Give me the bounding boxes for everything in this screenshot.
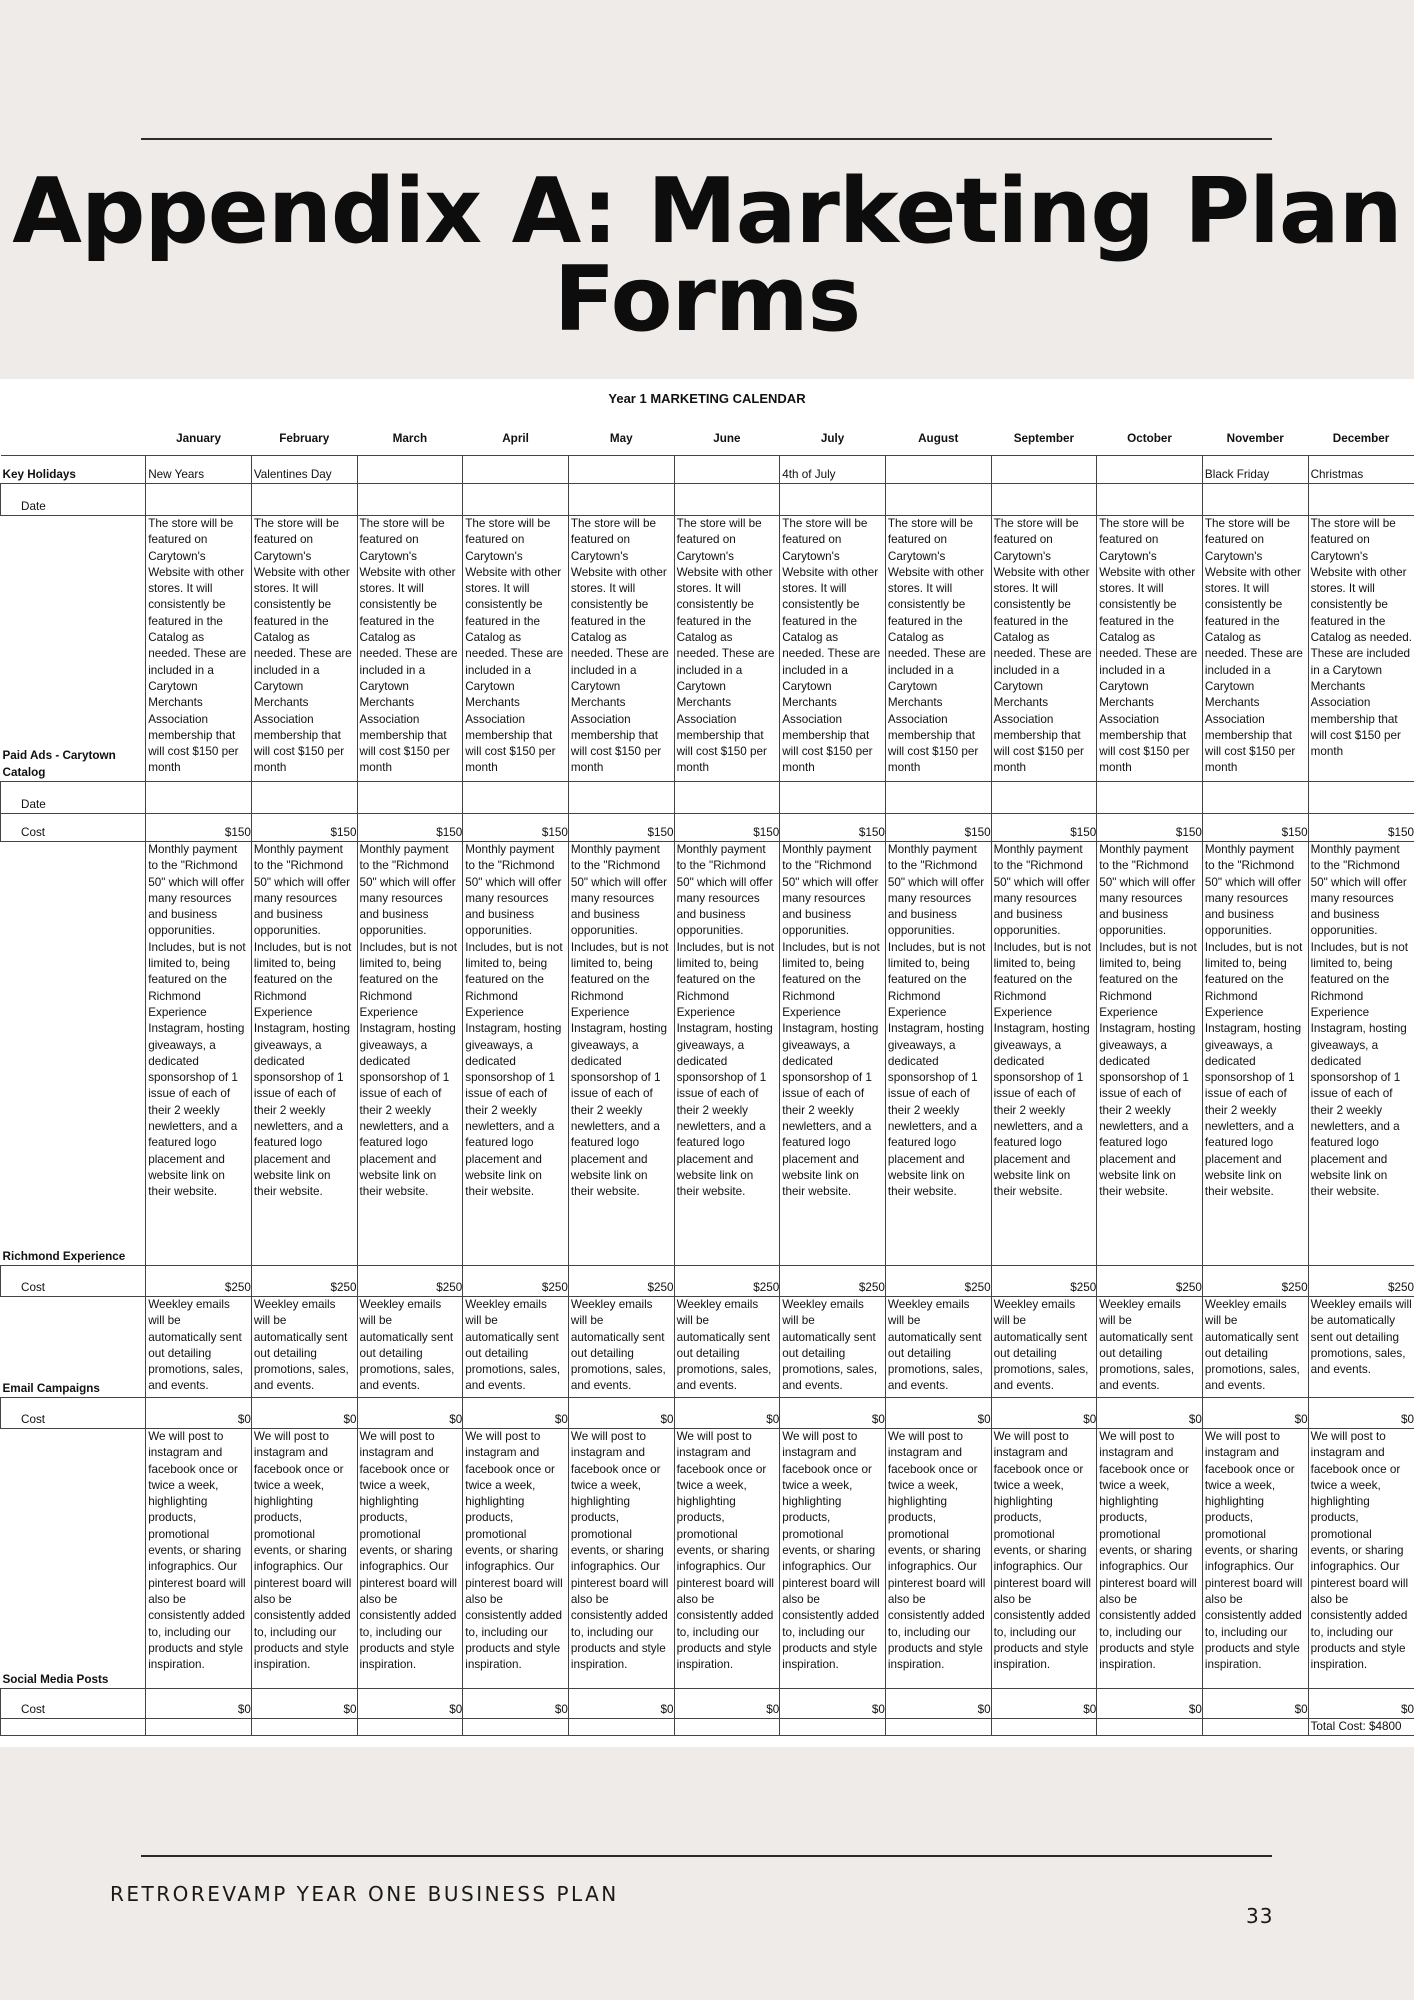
date-cell: [780, 484, 886, 516]
date-cell: [1097, 484, 1203, 516]
description-cell: Weekley emails will be automatically sent out detailing promotions, sales, and events.: [146, 1297, 252, 1398]
page-number: 33: [1246, 1904, 1274, 1928]
cost-cell: $250: [885, 1266, 991, 1297]
cost-cell: $250: [146, 1266, 252, 1297]
cost-cell: $0: [251, 1689, 357, 1719]
cost-cell: $0: [357, 1398, 463, 1429]
date-cell: [1308, 484, 1414, 516]
date-cell: [568, 782, 674, 814]
description-cell: The store will be featured on Carytown's Website with other stores. It will consistently be featured in the Catalog as needed. These are included in a Carytown Merchants Association membership that will cost $150 per month: [463, 516, 569, 782]
key-holidays-row: [1, 456, 1414, 484]
cost-row: [1, 1266, 1414, 1297]
holiday-cell: [885, 456, 991, 484]
month-header: June: [713, 431, 741, 445]
description-cell: Monthly payment to the "Richmond 50" which will offer many resources and business opporunities. Includes, but is not limited to, being featured on the Richmond Experience Instagram, hosting giveaways, a dedicated sponsorshop of 1 issue of each of their 2 weekly newletters, and a featured logo placement and website link on their website.: [463, 842, 569, 1266]
cost-cell: $0: [991, 1398, 1097, 1429]
cost-row: [1, 1398, 1414, 1429]
paid-ads-row: [1, 516, 1414, 782]
cost-cell: $150: [568, 814, 674, 842]
description-cell: Monthly payment to the "Richmond 50" which will offer many resources and business opporunities. Includes, but is not limited to, being featured on the Richmond Experience Instagram, hosting giveaways, a dedicated sponsorshop of 1 issue of each of their 2 weekly newletters, and a featured logo placement and website link on their website.: [146, 842, 252, 1266]
holiday-cell: [991, 456, 1097, 484]
description-cell: Monthly payment to the "Richmond 50" which will offer many resources and business opporunities. Includes, but is not limited to, being featured on the Richmond Experience Instagram, hosting giveaways, a dedicated sponsorshop of 1 issue of each of their 2 weekly newletters, and a featured logo placement and website link on their website.: [991, 842, 1097, 1266]
row-label: [1, 1719, 146, 1736]
month-header: December: [1332, 431, 1390, 445]
cost-cell: $0: [1308, 1398, 1414, 1429]
description-cell: Monthly payment to the "Richmond 50" which will offer many resources and business opporunities. Includes, but is not limited to, being featured on the Richmond Experience Instagram, hosting giveaways, a dedicated sponsorshop of 1 issue of each of their 2 weekly newletters, and a featured logo placement and website link on their website.: [674, 842, 780, 1266]
footer-title: RETROREVAMP YEAR ONE BUSINESS PLAN: [110, 1882, 619, 1906]
description-cell: Weekley emails will be automatically sent out detailing promotions, sales, and events.: [357, 1297, 463, 1398]
description-cell: Weekley emails will be automatically sent out detailing promotions, sales, and events.: [568, 1297, 674, 1398]
date-cell: [146, 484, 252, 516]
richmond-experience-row: [1, 842, 1414, 1266]
holiday-cell: [357, 456, 463, 484]
total-row: [1, 1719, 1414, 1736]
cost-cell: $0: [463, 1689, 569, 1719]
description-cell: Monthly payment to the "Richmond 50" which will offer many resources and business opporunities. Includes, but is not limited to, being featured on the Richmond Experience Instagram, hosting giveaways, a dedicated sponsorshop of 1 issue of each of their 2 weekly newletters, and a featured logo placement and website link on their website.: [357, 842, 463, 1266]
cost-cell: $150: [674, 814, 780, 842]
calendar-title: Year 1 MARKETING CALENDAR: [608, 391, 806, 406]
cost-cell: $0: [568, 1398, 674, 1429]
date-row: [1, 484, 1414, 516]
date-cell: [1202, 782, 1308, 814]
date-row: [1, 782, 1414, 814]
holiday-cell: Christmas: [1308, 456, 1414, 484]
empty-cell: [357, 1719, 463, 1736]
description-cell: The store will be featured on Carytown's Website with other stores. It will consistently be featured in the Catalog as needed. These are included in a Carytown Merchants Association membership that will cost $150 per month: [674, 516, 780, 782]
row-label: Richmond Experience: [1, 842, 146, 1266]
description-cell: Weekley emails will be automatically sent out detailing promotions, sales, and events.: [991, 1297, 1097, 1398]
date-cell: [146, 782, 252, 814]
description-cell: Monthly payment to the "Richmond 50" which will offer many resources and business opporunities. Includes, but is not limited to, being featured on the Richmond Experience Instagram, hosting giveaways, a dedicated sponsorshop of 1 issue of each of their 2 weekly newletters, and a featured logo placement and website link on their website.: [568, 842, 674, 1266]
cost-row: [1, 814, 1414, 842]
description-cell: Weekley emails will be automatically sent out detailing promotions, sales, and events.: [674, 1297, 780, 1398]
description-cell: We will post to instagram and facebook once or twice a week, highlighting products, promotional events, or sharing infographics. Our pinterest board will also be consistently added to, including our products and style inspiration.: [674, 1429, 780, 1689]
date-cell: [885, 782, 991, 814]
description-cell: We will post to instagram and facebook once or twice a week, highlighting products, promotional events, or sharing infographics. Our pinterest board will also be consistently added to, including our products and style inspiration.: [146, 1429, 252, 1689]
month-header: November: [1226, 431, 1284, 445]
cost-cell: $150: [1308, 814, 1414, 842]
month-header: October: [1127, 431, 1172, 445]
description-cell: The store will be featured on Carytown's Website with other stores. It will consistently be featured in the Catalog as needed. These are included in a Carytown Merchants Association membership that will cost $150 per month: [991, 516, 1097, 782]
date-cell: [885, 484, 991, 516]
cost-cell: $150: [991, 814, 1097, 842]
row-label: Date: [1, 484, 146, 516]
month-header: January: [176, 431, 221, 445]
marketing-calendar-table: [0, 423, 1414, 1736]
row-label: Email Campaigns: [1, 1297, 146, 1398]
description-cell: We will post to instagram and facebook once or twice a week, highlighting products, promotional events, or sharing infographics. Our pinterest board will also be consistently added to, including our products and style inspiration.: [568, 1429, 674, 1689]
month-header: August: [918, 431, 959, 445]
cost-cell: $150: [463, 814, 569, 842]
cost-cell: $150: [780, 814, 886, 842]
description-cell: Weekley emails will be automatically sent out detailing promotions, sales, and events.: [1202, 1297, 1308, 1398]
holiday-cell: 4th of July: [780, 456, 886, 484]
description-cell: Monthly payment to the "Richmond 50" which will offer many resources and business opporunities. Includes, but is not limited to, being featured on the Richmond Experience Instagram, hosting giveaways, a dedicated sponsorshop of 1 issue of each of their 2 weekly newletters, and a featured logo placement and website link on their website.: [1308, 842, 1414, 1266]
cost-cell: $250: [1308, 1266, 1414, 1297]
cost-cell: $150: [1202, 814, 1308, 842]
row-label: Cost: [1, 1398, 146, 1429]
description-cell: The store will be featured on Carytown's Website with other stores. It will consistently be featured in the Catalog as needed. These are included in a Carytown Merchants Association membership that will cost $150 per month: [780, 516, 886, 782]
holiday-cell: [463, 456, 569, 484]
cost-cell: $250: [251, 1266, 357, 1297]
cost-cell: $250: [357, 1266, 463, 1297]
cost-cell: $250: [991, 1266, 1097, 1297]
description-cell: We will post to instagram and facebook once or twice a week, highlighting products, promotional events, or sharing infographics. Our pinterest board will also be consistently added to, including our products and style inspiration.: [357, 1429, 463, 1689]
empty-cell: [674, 1719, 780, 1736]
cost-cell: $150: [251, 814, 357, 842]
cost-cell: $0: [1097, 1689, 1203, 1719]
description-cell: Monthly payment to the "Richmond 50" which will offer many resources and business opporunities. Includes, but is not limited to, being featured on the Richmond Experience Instagram, hosting giveaways, a dedicated sponsorshop of 1 issue of each of their 2 weekly newletters, and a featured logo placement and website link on their website.: [780, 842, 886, 1266]
description-cell: We will post to instagram and facebook once or twice a week, highlighting products, promotional events, or sharing infographics. Our pinterest board will also be consistently added to, including our products and style inspiration.: [251, 1429, 357, 1689]
description-cell: We will post to instagram and facebook once or twice a week, highlighting products, promotional events, or sharing infographics. Our pinterest board will also be consistently added to, including our products and style inspiration.: [780, 1429, 886, 1689]
date-cell: [1308, 782, 1414, 814]
empty-cell: [251, 1719, 357, 1736]
month-header: May: [609, 431, 633, 445]
cost-cell: $250: [568, 1266, 674, 1297]
description-cell: The store will be featured on Carytown's Website with other stores. It will consistently be featured in the Catalog as needed. These are included in a Carytown Merchants Association membership that will cost $150 per month: [1308, 516, 1414, 782]
cost-cell: $150: [885, 814, 991, 842]
date-cell: [674, 484, 780, 516]
description-cell: The store will be featured on Carytown's Website with other stores. It will consistently be featured in the Catalog as needed. These are included in a Carytown Merchants Association membership that will cost $150 per month: [251, 516, 357, 782]
holiday-cell: Black Friday: [1202, 456, 1308, 484]
description-cell: We will post to instagram and facebook once or twice a week, highlighting products, promotional events, or sharing infographics. Our pinterest board will also be consistently added to, including our products and style inspiration.: [1202, 1429, 1308, 1689]
description-cell: Weekley emails will be automatically sent out detailing promotions, sales, and events.: [463, 1297, 569, 1398]
description-cell: We will post to instagram and facebook once or twice a week, highlighting products, promotional events, or sharing infographics. Our pinterest board will also be consistently added to, including our products and style inspiration.: [885, 1429, 991, 1689]
description-cell: We will post to instagram and facebook once or twice a week, highlighting products, promotional events, or sharing infographics. Our pinterest board will also be consistently added to, including our products and style inspiration.: [1097, 1429, 1203, 1689]
date-cell: [357, 782, 463, 814]
holiday-cell: [568, 456, 674, 484]
cost-cell: $150: [1097, 814, 1203, 842]
description-cell: The store will be featured on Carytown's Website with other stores. It will consistently be featured in the Catalog as needed. These are included in a Carytown Merchants Association membership that will cost $150 per month: [357, 516, 463, 782]
cost-cell: $0: [146, 1398, 252, 1429]
date-cell: [251, 782, 357, 814]
description-cell: The store will be featured on Carytown's Website with other stores. It will consistently be featured in the Catalog as needed. These are included in a Carytown Merchants Association membership that will cost $150 per month: [1097, 516, 1203, 782]
cost-cell: $0: [885, 1689, 991, 1719]
cost-cell: $0: [885, 1398, 991, 1429]
description-cell: The store will be featured on Carytown's Website with other stores. It will consistently be featured in the Catalog as needed. These are included in a Carytown Merchants Association membership that will cost $150 per month: [885, 516, 991, 782]
empty-cell: [1202, 1719, 1308, 1736]
cost-cell: $250: [780, 1266, 886, 1297]
marketing-calendar-sheet: [0, 379, 1414, 1747]
date-cell: [251, 484, 357, 516]
cost-cell: $0: [674, 1398, 780, 1429]
cost-cell: $250: [1202, 1266, 1308, 1297]
month-header: February: [279, 431, 330, 445]
date-cell: [991, 484, 1097, 516]
cost-row: [1, 1689, 1414, 1719]
description-cell: Weekley emails will be automatically sent out detailing promotions, sales, and events.: [1308, 1297, 1414, 1398]
empty-cell: [568, 1719, 674, 1736]
cost-cell: $250: [463, 1266, 569, 1297]
row-label: Paid Ads - Carytown Catalog: [1, 516, 146, 782]
row-label: Social Media Posts: [1, 1429, 146, 1689]
date-cell: [463, 484, 569, 516]
date-cell: [674, 782, 780, 814]
description-cell: Monthly payment to the "Richmond 50" which will offer many resources and business opporunities. Includes, but is not limited to, being featured on the Richmond Experience Instagram, hosting giveaways, a dedicated sponsorshop of 1 issue of each of their 2 weekly newletters, and a featured logo placement and website link on their website.: [1097, 842, 1203, 1266]
empty-cell: [991, 1719, 1097, 1736]
description-cell: We will post to instagram and facebook once or twice a week, highlighting products, promotional events, or sharing infographics. Our pinterest board will also be consistently added to, including our products and style inspiration.: [463, 1429, 569, 1689]
cost-cell: $0: [674, 1689, 780, 1719]
cost-cell: $0: [146, 1689, 252, 1719]
description-cell: The store will be featured on Carytown's Website with other stores. It will consistently be featured in the Catalog as needed. These are included in a Carytown Merchants Association membership that will cost $150 per month: [146, 516, 252, 782]
description-cell: The store will be featured on Carytown's Website with other stores. It will consistently be featured in the Catalog as needed. These are included in a Carytown Merchants Association membership that will cost $150 per month: [568, 516, 674, 782]
holiday-cell: [674, 456, 780, 484]
corner-cell: [1, 423, 146, 456]
row-label: Cost: [1, 814, 146, 842]
cost-cell: $0: [1202, 1398, 1308, 1429]
empty-cell: [885, 1719, 991, 1736]
empty-cell: [463, 1719, 569, 1736]
cost-cell: $0: [991, 1689, 1097, 1719]
description-cell: Weekley emails will be automatically sent out detailing promotions, sales, and events.: [780, 1297, 886, 1398]
row-label: Cost: [1, 1266, 146, 1297]
page-title: Appendix A: Marketing Plan Forms: [12, 159, 1402, 352]
bottom-rule: [141, 1855, 1272, 1857]
description-cell: Weekley emails will be automatically sent out detailing promotions, sales, and events.: [1097, 1297, 1203, 1398]
holiday-cell: Valentines Day: [251, 456, 357, 484]
description-cell: Weekley emails will be automatically sent out detailing promotions, sales, and events.: [251, 1297, 357, 1398]
month-header: September: [1013, 431, 1075, 445]
total-cost: Total Cost: $4800: [1308, 1719, 1414, 1736]
description-cell: Monthly payment to the "Richmond 50" which will offer many resources and business opporunities. Includes, but is not limited to, being featured on the Richmond Experience Instagram, hosting giveaways, a dedicated sponsorshop of 1 issue of each of their 2 weekly newletters, and a featured logo placement and website link on their website.: [251, 842, 357, 1266]
date-cell: [568, 484, 674, 516]
top-rule: [141, 138, 1272, 140]
cost-cell: $0: [568, 1689, 674, 1719]
description-cell: We will post to instagram and facebook once or twice a week, highlighting products, promotional events, or sharing infographics. Our pinterest board will also be consistently added to, including our products and style inspiration.: [991, 1429, 1097, 1689]
cost-cell: $0: [357, 1689, 463, 1719]
row-label: Date: [1, 782, 146, 814]
month-header: March: [392, 431, 428, 445]
cost-cell: $250: [1097, 1266, 1203, 1297]
date-cell: [1097, 782, 1203, 814]
cost-cell: $150: [357, 814, 463, 842]
date-cell: [463, 782, 569, 814]
row-label: Key Holidays: [1, 456, 146, 484]
holiday-cell: [1097, 456, 1203, 484]
month-header-row: [1, 423, 1414, 456]
cost-cell: $0: [780, 1689, 886, 1719]
empty-cell: [1097, 1719, 1203, 1736]
date-cell: [357, 484, 463, 516]
cost-cell: $0: [1202, 1689, 1308, 1719]
holiday-cell: New Years: [146, 456, 252, 484]
cost-cell: $150: [146, 814, 252, 842]
email-campaigns-row: [1, 1297, 1414, 1398]
description-cell: Weekley emails will be automatically sent out detailing promotions, sales, and events.: [885, 1297, 991, 1398]
cost-cell: $0: [251, 1398, 357, 1429]
cost-cell: $0: [1308, 1689, 1414, 1719]
month-header: April: [502, 431, 529, 445]
cost-cell: $0: [780, 1398, 886, 1429]
month-header: July: [820, 431, 845, 445]
cost-cell: $250: [674, 1266, 780, 1297]
description-cell: The store will be featured on Carytown's Website with other stores. It will consistently be featured in the Catalog as needed. These are included in a Carytown Merchants Association membership that will cost $150 per month: [1202, 516, 1308, 782]
social-media-row: [1, 1429, 1414, 1689]
row-label: Cost: [1, 1689, 146, 1719]
date-cell: [1202, 484, 1308, 516]
cost-cell: $0: [463, 1398, 569, 1429]
description-cell: Monthly payment to the "Richmond 50" which will offer many resources and business opporunities. Includes, but is not limited to, being featured on the Richmond Experience Instagram, hosting giveaways, a dedicated sponsorshop of 1 issue of each of their 2 weekly newletters, and a featured logo placement and website link on their website.: [1202, 842, 1308, 1266]
date-cell: [780, 782, 886, 814]
date-cell: [991, 782, 1097, 814]
description-cell: We will post to instagram and facebook once or twice a week, highlighting products, promotional events, or sharing infographics. Our pinterest board will also be consistently added to, including our products and style inspiration.: [1308, 1429, 1414, 1689]
description-cell: Monthly payment to the "Richmond 50" which will offer many resources and business opporunities. Includes, but is not limited to, being featured on the Richmond Experience Instagram, hosting giveaways, a dedicated sponsorshop of 1 issue of each of their 2 weekly newletters, and a featured logo placement and website link on their website.: [885, 842, 991, 1266]
cost-cell: $0: [1097, 1398, 1203, 1429]
empty-cell: [780, 1719, 886, 1736]
empty-cell: [146, 1719, 252, 1736]
